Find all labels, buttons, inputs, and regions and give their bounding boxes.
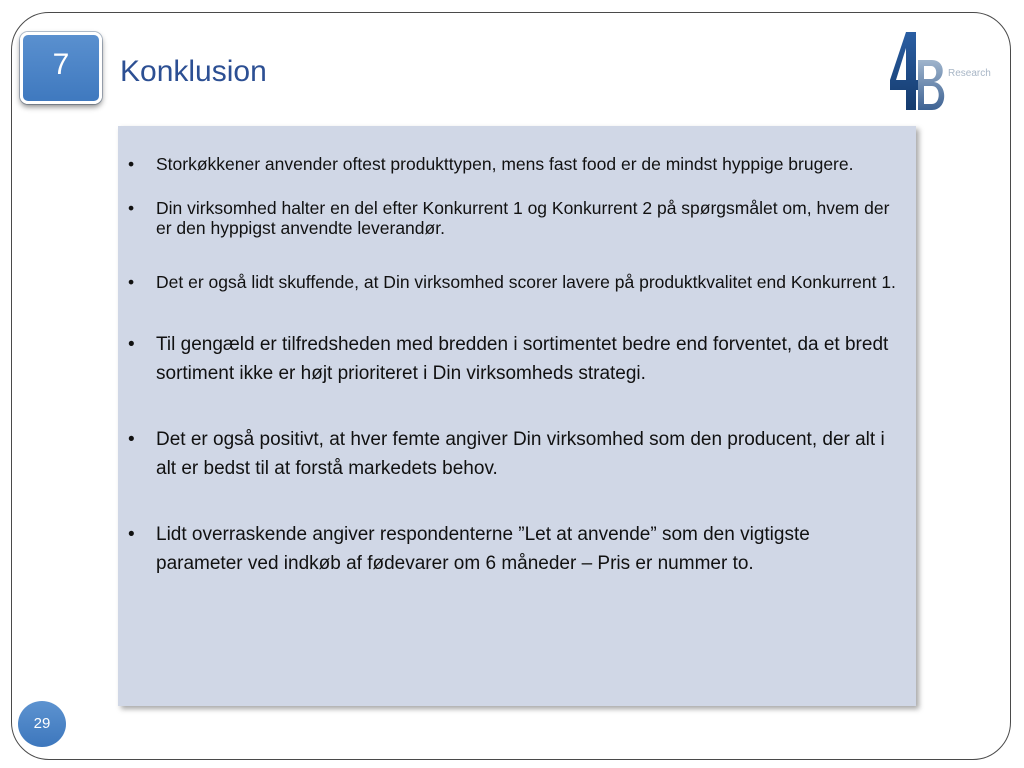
section-number-badge [20,32,102,104]
section-number: 7 [52,48,70,81]
bullet-item: • Lidt overraskende angiver respondenterne ”Let at anvende” som den vigtigste parameter ved indkøb af fødevarer om 6 måneder – Pris er nummer to. [128,520,898,578]
company-logo [888,30,1008,114]
bullet-item: • Det er også positivt, at hver femte angiver Din virksomhed som den producent, der alt i alt er bedst til at forstå markedets behov. [128,425,898,483]
logo-text: Research [948,68,991,79]
page-number: 29 [33,715,51,732]
company-logo-icon [888,30,948,114]
bullet-item: • Det er også lidt skuffende, at Din virksomhed scorer lavere på produktkvalitet end Konkurrent 1. [128,272,898,292]
content-box [118,126,916,706]
bullet-item: • Storkøkkener anvender oftest produkttypen, mens fast food er de mindst hyppige brugere. [128,154,898,174]
bullet-item: • Din virksomhed halter en del efter Konkurrent 1 og Konkurrent 2 på spørgsmålet om, hvem der er den hyppigst anvendte leverandør. [128,198,898,238]
bullet-item: • Til gengæld er tilfredsheden med bredden i sortimentet bedre end forventet, da et bredt sortiment ikke er højt prioriteret i Din virksomheds strategi. [128,330,898,388]
page-title: Konklusion [120,55,267,88]
page-number-badge [18,701,66,747]
bullet-list [128,154,898,578]
